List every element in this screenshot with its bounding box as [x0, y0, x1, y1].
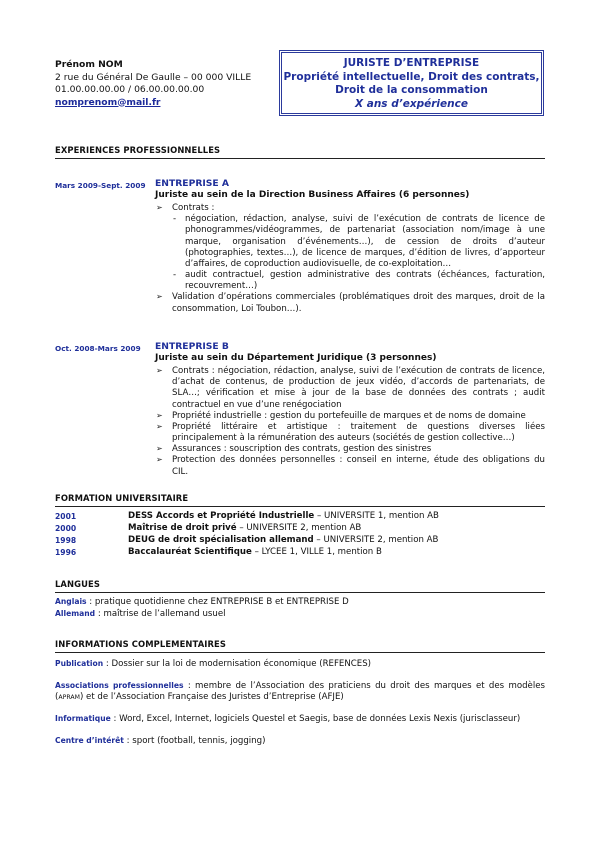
info-interests: Centre d’intérêt : sport (football, tennis, jogging) — [55, 736, 266, 746]
job-company: ENTREPRISE A — [155, 178, 230, 189]
arrow-bullet-icon: ➢ — [156, 366, 163, 375]
education-row — [55, 511, 545, 523]
job-dates: Mars 2009-Sept. 2009 — [55, 181, 146, 190]
job-bullets — [155, 203, 545, 315]
education-year: 1996 — [55, 548, 77, 557]
list-item: ➢ Protection des données personnelles : conseil en interne, étude des obligations du CIL. — [156, 455, 545, 477]
job-role: Juriste au sein du Département Juridique (3 personnes) — [155, 353, 437, 363]
contact-block — [55, 59, 251, 109]
section-languages — [55, 579, 545, 593]
language-level: : pratique quotidienne chez ENTREPRISE B et ENTREPRISE D — [86, 597, 349, 607]
title-line-1: JURISTE D’ENTREPRISE — [343, 57, 480, 69]
education-school: – LYCEE 1, VILLE 1, mention B — [251, 547, 382, 557]
arrow-bullet-icon: ➢ — [156, 410, 163, 420]
education-degree: DEUG de droit spécialisation allemand — [128, 535, 314, 545]
education-row — [55, 547, 545, 559]
job-dates: Oct. 2008-Mars 2009 — [55, 344, 141, 353]
candidate-name: Prénom NOM — [55, 59, 123, 70]
section-title: EXPERIENCES PROFESSIONNELLES — [55, 145, 545, 159]
list-item: - audit contractuel, gestion administrative des contrats (échéances, facturation, recouvrement…) — [173, 270, 545, 292]
info-publication: Publication : Dossier sur la loi de modernisation économique (REFENCES) — [55, 659, 372, 669]
list-item: ➢ Propriété littéraire et artistique : traitement de questions diverses liées principalement à la rémunération des auteurs (sociétés de gestion collective…) — [156, 421, 545, 444]
phone-numbers: 01.00.00.00.00 / 06.00.00.00.00 — [55, 84, 205, 95]
info-it-skills: Informatique : Word, Excel, Internet, logiciels Questel et Saegis, base de données Lexis Nexis (jurisclasseur) — [55, 714, 521, 724]
education-degree: Maîtrise de droit privé — [128, 523, 237, 533]
section-experience — [55, 145, 545, 159]
education-year: 2000 — [55, 524, 77, 533]
education-row — [55, 523, 545, 535]
job-role: Juriste au sein de la Direction Business Affaires (6 personnes) — [155, 190, 470, 200]
title-line-4: X ans d’expérience — [355, 97, 468, 110]
info-associations: Associations professionnelles : membre de l’Association des praticiens du droit des marques et des modèles (APRAM) et de l’Association Française des Juristes d’Entreprise (AFJE) — [55, 681, 545, 703]
education-year: 1998 — [55, 536, 77, 545]
list-item: ➢ Contrats : — [156, 203, 215, 213]
job-company: ENTREPRISE B — [155, 341, 229, 352]
arrow-bullet-icon: ➢ — [156, 421, 163, 431]
list-item: ➢ Contrats : négociation, rédaction, analyse, suivi de l’exécution de contrats de licence, d’achat de contenus, de production de jeux vidéo, d’accords de partenariats, de SLA…; vérification et mise à jour de la base de données des contrats ; audit contractuel en vue d’une renégociation — [156, 366, 545, 410]
section-title: LANGUES — [55, 579, 545, 593]
language-row — [55, 597, 545, 608]
address: 2 rue du Général De Gaulle – 00 000 VILLE — [55, 71, 252, 83]
arrow-bullet-icon: ➢ — [156, 455, 163, 465]
language-level: : maîtrise de l’allemand usuel — [95, 609, 226, 619]
education-school: – UNIVERSITE 1, mention AB — [314, 511, 439, 521]
education-row — [55, 535, 545, 547]
arrow-bullet-icon: ➢ — [156, 203, 163, 212]
title-line-3: Droit de la consommation — [335, 84, 488, 96]
education-degree: DESS Accords et Propriété Industrielle — [128, 511, 315, 521]
email-link[interactable]: nomprenom@mail.fr — [55, 96, 161, 108]
section-title: INFORMATIONS COMPLEMENTAIRES — [55, 639, 545, 653]
language-row — [55, 609, 545, 620]
job-bullets — [155, 366, 545, 478]
section-education — [55, 493, 545, 507]
job-title-box — [279, 50, 544, 116]
list-item: ➢ Assurances : souscription des contrats, gestion des sinistres — [156, 444, 432, 455]
arrow-bullet-icon: ➢ — [156, 292, 163, 302]
education-year: 2001 — [55, 512, 77, 521]
language-name: Allemand — [55, 609, 96, 618]
list-item: ➢ Validation d’opérations commerciales (problématiques droit des marques, droit de la consommation, Loi Toubon…). — [156, 292, 545, 314]
education-degree: Baccalauréat Scientifique — [128, 547, 252, 557]
language-name: Anglais — [55, 597, 87, 606]
arrow-bullet-icon: ➢ — [156, 444, 163, 454]
list-item: ➢ Propriété industrielle : gestion du portefeuille de marques et de noms de domaine — [156, 410, 526, 421]
title-line-2: Propriété intellectuelle, Droit des contrats, — [283, 70, 540, 83]
section-title: FORMATION UNIVERSITAIRE — [55, 493, 545, 507]
list-item: - négociation, rédaction, analyse, suivi de l’exécution de contrats de licence de phonogrammes/vidéogrammes, de partenariat (association nom/image à une marque, organisation d’événements…), de cession de droits d’auteur (photographies, textes…), de licence de marques, d’édition de livres, d’apporteur d’affaires, de coproduction audiovisuelle, de co-exploitation… — [173, 214, 545, 269]
education-school: – UNIVERSITE 2, mention AB — [313, 535, 439, 545]
section-info — [55, 639, 545, 653]
education-school: – UNIVERSITE 2, mention AB — [236, 523, 362, 533]
